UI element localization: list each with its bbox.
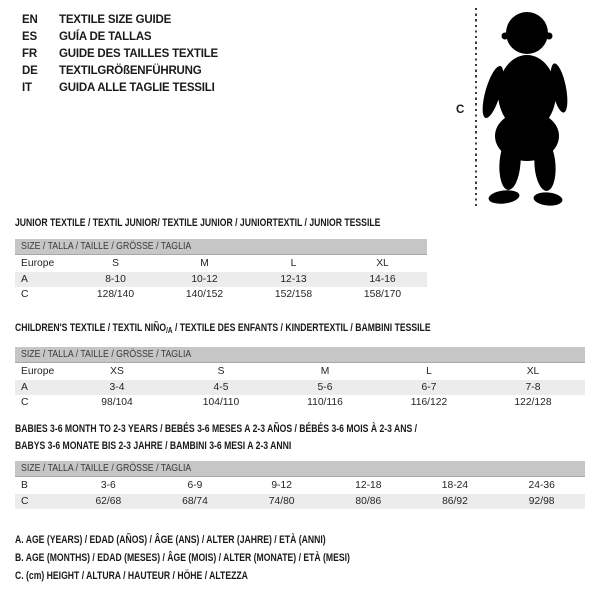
table-cell: 74/80 bbox=[268, 495, 295, 507]
section-title-children: CHILDREN'S TEXTILE / TEXTIL NIÑO/A / TEXTILE DES ENFANTS / KINDERTEXTIL / BAMBINI TESSILE bbox=[15, 322, 431, 335]
subscript-text: /A bbox=[166, 326, 173, 335]
table-cell: 116/122 bbox=[410, 397, 448, 409]
table-cell: 7-8 bbox=[525, 381, 541, 393]
table-cell: XS bbox=[110, 366, 124, 378]
language-code: IT bbox=[22, 82, 32, 94]
size-header-text: SIZE / TALLA / TAILLE / GRÖSSE / TAGLIA bbox=[21, 463, 192, 474]
row-label-cell: Europe bbox=[21, 258, 55, 270]
language-row-de bbox=[22, 63, 218, 80]
size-header-bar bbox=[15, 239, 427, 255]
table-cell: 80/86 bbox=[355, 495, 382, 507]
table-cell: S bbox=[217, 366, 225, 378]
table-cell: 14-16 bbox=[369, 273, 396, 285]
table-cell: 3-4 bbox=[109, 381, 125, 393]
height-measure-dotted-line bbox=[475, 8, 477, 207]
size-table-junior bbox=[15, 256, 427, 303]
table-cell: 152/158 bbox=[274, 289, 313, 301]
language-row-fr bbox=[22, 46, 218, 63]
table-cell: 8-10 bbox=[105, 273, 126, 285]
table-cell: 68/74 bbox=[182, 495, 208, 507]
language-code: DE bbox=[22, 65, 38, 77]
size-table-children bbox=[15, 364, 585, 411]
table-cell: 110/116 bbox=[307, 397, 343, 409]
row-label-cell: B bbox=[21, 480, 28, 492]
table-cell: 62/68 bbox=[95, 495, 122, 507]
table-cell: XL bbox=[376, 258, 389, 270]
table-cell: L bbox=[426, 366, 432, 378]
table-row bbox=[15, 364, 585, 380]
legend-note-a: A. AGE (YEARS) / EDAD (AÑOS) / ÂGE (ANS) / ALTER (JAHRE) / ETÀ (ANNI) bbox=[15, 534, 326, 546]
language-label: TEXTILE SIZE GUIDE bbox=[59, 14, 172, 26]
language-row-it bbox=[22, 80, 218, 97]
table-cell: 12-18 bbox=[355, 480, 382, 492]
legend-note-c: C. (cm) HEIGHT / ALTURA / HAUTEUR / HÖHE / ALTEZZA bbox=[15, 570, 248, 582]
table-cell: 18-24 bbox=[441, 480, 469, 492]
row-label-cell: C bbox=[21, 397, 29, 409]
table-cell: XL bbox=[526, 366, 540, 378]
table-cell: 128/140 bbox=[96, 289, 135, 301]
language-list bbox=[22, 12, 218, 97]
language-row-en bbox=[22, 12, 218, 29]
table-cell: 6-7 bbox=[421, 381, 437, 393]
row-label-cell: C bbox=[21, 495, 29, 507]
table-cell: 9-12 bbox=[271, 480, 292, 492]
table-cell: M bbox=[320, 366, 330, 378]
language-code: FR bbox=[22, 48, 37, 60]
row-label-cell: C bbox=[21, 289, 29, 301]
table-cell: 24-36 bbox=[528, 480, 555, 492]
table-cell: 92/98 bbox=[528, 495, 555, 507]
size-header-text: SIZE / TALLA / TAILLE / GRÖSSE / TAGLIA bbox=[21, 349, 192, 360]
table-cell: 4-5 bbox=[213, 381, 229, 393]
size-header-text: SIZE / TALLA / TAILLE / GRÖSSE / TAGLIA bbox=[21, 241, 192, 252]
size-table-babies bbox=[15, 478, 585, 509]
table-row bbox=[15, 287, 427, 303]
table-row bbox=[15, 256, 427, 272]
row-label-cell: A bbox=[21, 273, 28, 285]
table-cell: 3-6 bbox=[100, 480, 116, 492]
table-cell: 5-6 bbox=[317, 381, 333, 393]
row-label-cell: A bbox=[21, 381, 28, 393]
table-cell: 158/170 bbox=[363, 289, 402, 301]
table-cell: 10-12 bbox=[191, 273, 218, 285]
legend-notes bbox=[15, 531, 434, 585]
table-row bbox=[15, 380, 585, 396]
children-table-block bbox=[15, 347, 585, 411]
table-cell: 12-13 bbox=[280, 273, 307, 285]
section-title-babies: BABIES 3-6 MONTH TO 2-3 YEARS / BEBÉS 3-6 MESES A 2-3 AÑOS / BÉBÉS 3-6 MOIS À 2-3 ANS / BABYS 3-6 MONATE BIS 2-3 JAHRE / BAMBINI 3-6 MESI A 2-3 ANNI bbox=[15, 423, 418, 452]
table-row bbox=[15, 272, 427, 288]
language-code: ES bbox=[22, 31, 37, 43]
table-cell: 6-9 bbox=[187, 480, 203, 492]
size-header-bar bbox=[15, 461, 585, 477]
section-title-junior: JUNIOR TEXTILE / TEXTIL JUNIOR/ TEXTILE JUNIOR / JUNIORTEXTIL / JUNIOR TESSILE bbox=[15, 217, 381, 229]
babies-table-block bbox=[15, 461, 585, 509]
row-label-cell: Europe bbox=[21, 366, 55, 378]
table-cell: M bbox=[200, 258, 209, 270]
legend-note-b: B. AGE (MONTHS) / EDAD (MESES) / ÂGE (MOIS) / ALTER (MONATE) / ETÀ (MESI) bbox=[15, 552, 350, 564]
language-label: GUIDE DES TAILLES TEXTILE bbox=[59, 48, 218, 60]
table-row bbox=[15, 478, 585, 494]
table-row bbox=[15, 395, 585, 411]
table-cell: 86/92 bbox=[442, 495, 468, 507]
table-cell: 98/104 bbox=[101, 397, 133, 409]
language-code: EN bbox=[22, 14, 38, 26]
language-label: GUIDA ALLE TAGLIE TESSILI bbox=[59, 82, 215, 94]
table-row bbox=[15, 494, 585, 510]
table-cell: 140/152 bbox=[185, 289, 224, 301]
height-measure-label: C bbox=[456, 104, 465, 116]
language-row-es bbox=[22, 29, 218, 46]
table-cell: 104/110 bbox=[202, 397, 240, 409]
toddler-silhouette bbox=[482, 8, 570, 206]
language-label: TEXTILGRÖßENFÜHRUNG bbox=[59, 65, 202, 77]
table-cell: L bbox=[290, 258, 297, 270]
language-label: GUÍA DE TALLAS bbox=[59, 31, 152, 43]
table-cell: 122/128 bbox=[514, 397, 552, 409]
junior-table-block bbox=[15, 239, 427, 303]
size-header-bar bbox=[15, 347, 585, 363]
table-cell: S bbox=[112, 258, 119, 270]
